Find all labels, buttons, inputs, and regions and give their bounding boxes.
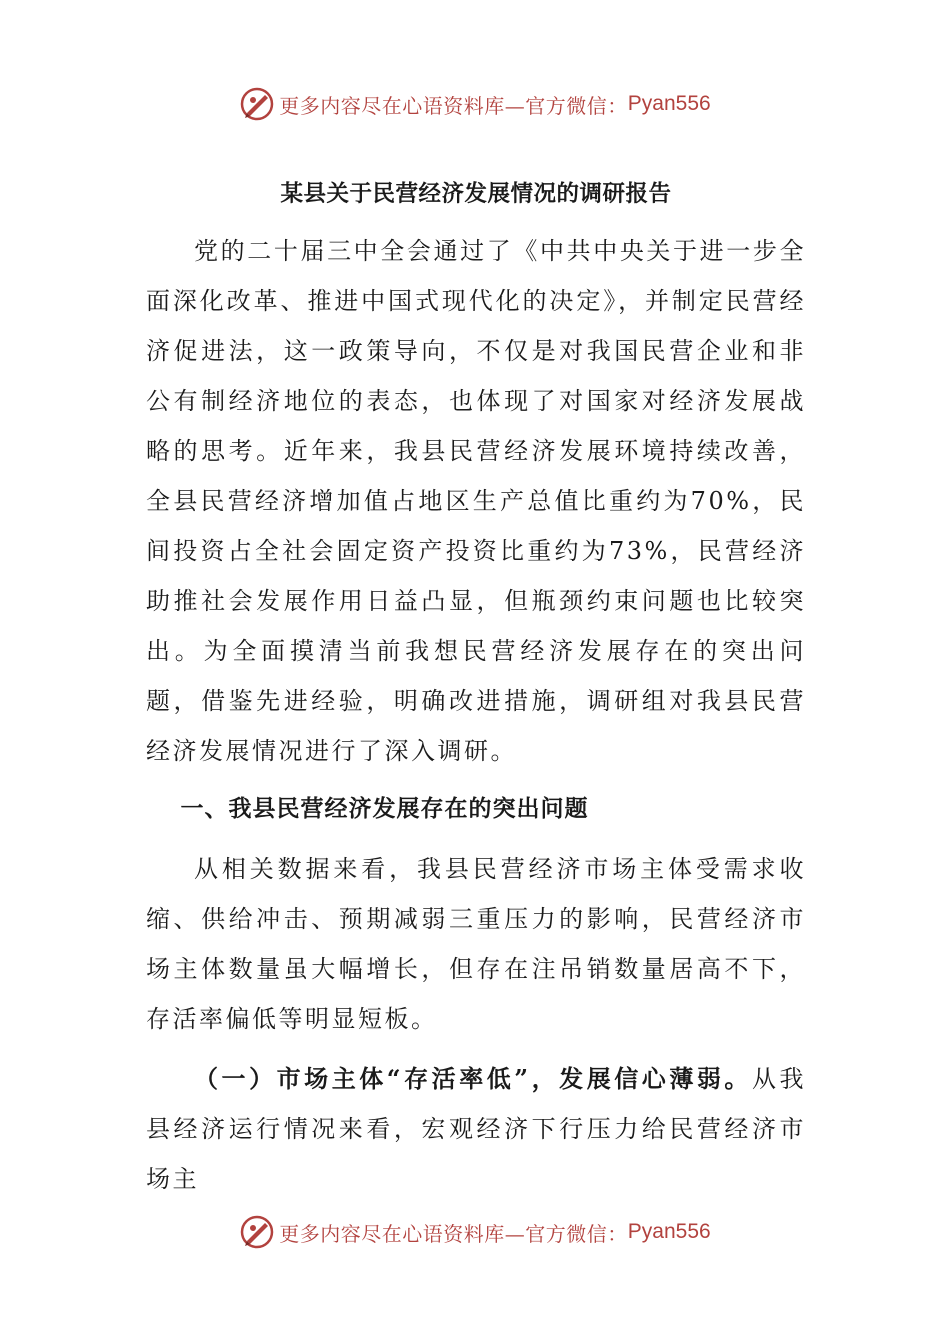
pen-logo-icon [239, 86, 275, 122]
watermark-handle: Pyan556 [627, 92, 711, 115]
paragraph-subsection-1 [146, 1054, 806, 1204]
document-body [146, 168, 806, 1204]
watermark-text: 更多内容尽在心语资料库—官方微信： [279, 1221, 628, 1246]
subsection-text: 从我县经济运行情况来看，宏观经济下行压力给民营经济市场主 [146, 1065, 807, 1193]
page-title: 某县关于民营经济发展情况的调研报告 [280, 181, 672, 207]
subsection-heading: （一）市场主体“存活率低”，发展信心薄弱。 [194, 1064, 752, 1093]
paragraph-overview: 从相关数据来看，我县民营经济市场主体受需求收缩、供给冲击、预期减弱三重压力的影响，民营经济市场主体数量虽大幅增长，但存在注吊销数量居高不下，存活率偏低等明显短板。 [146, 855, 806, 1033]
footer-watermark [0, 1212, 950, 1252]
paragraph-intro: 党的二十届三中全会通过了《中共中央关于进一步全面深化改革、推进中国式现代化的决定》，并制定民营经济促进法，这一政策导向，不仅是对我国民营企业和非公有制经济地位的表态，也体现了对国家对经济发展战略的思考。近年来，我县民营经济发展环境持续改善，全县民营经济增加值占地区生产总值比重约为70%，民间投资占全社会固定资产投资比重约为73%，民营经济助推社会发展作用日益凸显，但瓶颈约束问题也比较突出。为全面摸清当前我想民营经济发展存在的突出问题，借鉴先进经验，明确改进措施，调研组对我县民营经济发展情况进行了深入调研。 [146, 237, 806, 765]
watermark-text: 更多内容尽在心语资料库—官方微信： [279, 93, 628, 118]
header-watermark [0, 84, 950, 124]
section-heading: 一、我县民营经济发展存在的突出问题 [180, 795, 589, 822]
pen-logo-icon [239, 1214, 275, 1250]
watermark-handle: Pyan556 [627, 1220, 711, 1243]
